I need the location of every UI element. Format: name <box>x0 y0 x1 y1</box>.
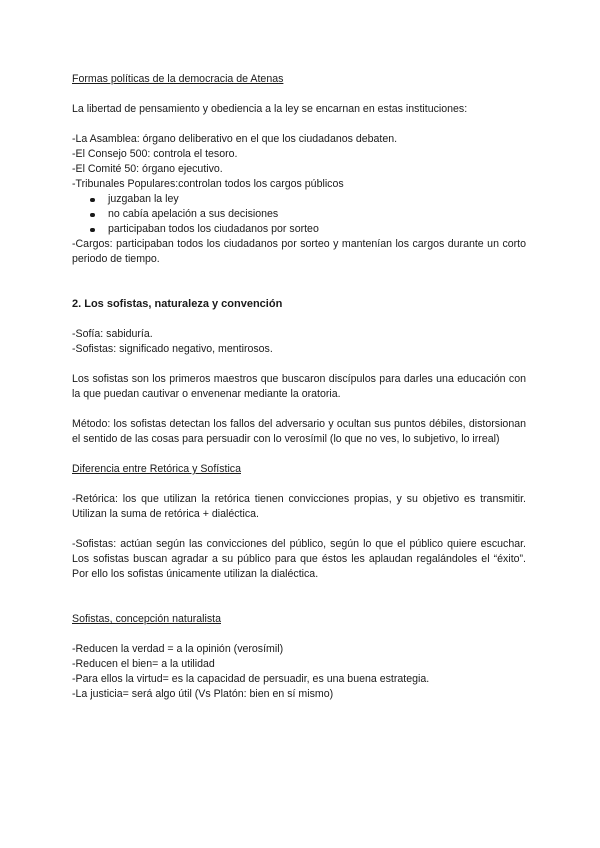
section-heading-naturalista: Sofistas, concepción naturalista <box>72 613 221 625</box>
institution-line: -El Consejo 500: controla el tesoro. <box>72 148 238 160</box>
section-heading-sofistas: 2. Los sofistas, naturaleza y convención <box>72 298 283 310</box>
section-heading-democracia: Formas políticas de la democracia de Atenas <box>72 73 284 85</box>
bullet-item: juzgaban la ley <box>90 192 526 207</box>
tribunal-bullet-list <box>72 192 526 237</box>
paragraph-maestros: Los sofistas son los primeros maestros que buscaron discípulos para darles una educación con la que puedan cautivar o envenenar mediante la oratoria. <box>72 373 526 400</box>
paragraph-sofistas: -Sofistas: actúan según las convicciones del público, según lo que el público quiere escuchar. Los sofistas buscan agradar a su público para que éstos les aplaudan regalándoles el “éxito”. Por ello los sofistas únicamente utilizan la dialéctica. <box>72 538 526 580</box>
document-body <box>72 72 526 702</box>
naturalista-line: -Para ellos la virtud= es la capacidad de persuadir, es una buena estrategia. <box>72 673 430 685</box>
naturalista-line: -Reducen el bien= a la utilidad <box>72 658 215 670</box>
section-heading-diferencia: Diferencia entre Retórica y Sofística <box>72 463 241 475</box>
paragraph-retorica: -Retórica: los que utilizan la retórica tienen convicciones propias, y su objetivo es transmitir. Utilizan la suma de retórica + dialéctica. <box>72 493 526 520</box>
naturalista-line: -Reducen la verdad = a la opinión (verosímil) <box>72 643 284 655</box>
bullet-item: participaban todos los ciudadanos por sorteo <box>90 222 526 237</box>
paragraph-cargos: -Cargos: participaban todos los ciudadanos por sorteo y mantenían los cargos durante un corto periodo de tiempo. <box>72 238 526 265</box>
definition-line: -Sofistas: significado negativo, mentirosos. <box>72 343 273 355</box>
bullet-item: no cabía apelación a sus decisiones <box>90 207 526 222</box>
naturalista-line: -La justicia= será algo útil (Vs Platón: bien en sí mismo) <box>72 688 334 700</box>
definition-line: -Sofía: sabiduría. <box>72 328 153 340</box>
institution-line: -El Comité 50: órgano ejecutivo. <box>72 163 223 175</box>
paragraph-intro: La libertad de pensamiento y obediencia a la ley se encarnan en estas instituciones: <box>72 103 468 115</box>
paragraph-metodo: Método: los sofistas detectan los fallos del adversario y ocultan sus puntos débiles, distorsionan el sentido de las cosas para persuadir con lo verosímil (lo que no ves, lo subjetivo, lo irreal) <box>72 418 526 445</box>
institution-line: -La Asamblea: órgano deliberativo en el que los ciudadanos debaten. <box>72 133 398 145</box>
institution-line: -Tribunales Populares:controlan todos los cargos públicos <box>72 178 344 190</box>
